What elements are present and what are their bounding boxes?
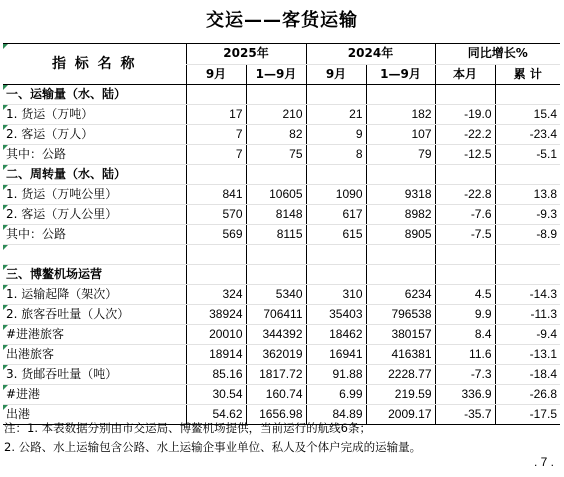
value-cell: 1090 (306, 185, 366, 205)
value-cell: 7 (186, 145, 246, 165)
value-cell: 35403 (306, 305, 366, 325)
table-row (3, 345, 560, 365)
value-cell: 8905 (366, 225, 435, 245)
indicator-label: 3. 货邮吞吐量（吨） (3, 365, 186, 385)
value-cell: 91.88 (306, 365, 366, 385)
value-cell (495, 265, 560, 285)
value-cell: 85.16 (186, 365, 246, 385)
value-cell: 79 (366, 145, 435, 165)
section-row (3, 265, 560, 285)
value-cell: 9 (306, 125, 366, 145)
header-indicator-name: 指 标 名 称 (3, 44, 186, 85)
value-cell: 182 (366, 105, 435, 125)
section-row (3, 165, 560, 185)
value-cell: 13.8 (495, 185, 560, 205)
value-cell (186, 245, 246, 265)
value-cell: 107 (366, 125, 435, 145)
value-cell: 324 (186, 285, 246, 305)
indicator-label: 三、博鳌机场运营 (3, 265, 186, 285)
value-cell: 8115 (246, 225, 306, 245)
value-cell: 5340 (246, 285, 306, 305)
value-cell: -23.4 (495, 125, 560, 145)
value-cell (366, 265, 435, 285)
value-cell (306, 245, 366, 265)
value-cell: 615 (306, 225, 366, 245)
value-cell (495, 85, 560, 105)
page-title: 交运——客货运输 (206, 10, 358, 31)
value-cell: 8.4 (435, 325, 495, 345)
value-cell: 54.62 (186, 405, 246, 425)
value-cell: 16941 (306, 345, 366, 365)
value-cell: -11.3 (495, 305, 560, 325)
value-cell: 8982 (366, 205, 435, 225)
indicator-label: 其中：公路 (3, 145, 186, 165)
value-cell (495, 165, 560, 185)
table-row (3, 285, 560, 305)
value-cell: 18914 (186, 345, 246, 365)
value-cell (306, 265, 366, 285)
value-cell: -22.2 (435, 125, 495, 145)
value-cell: -26.8 (495, 385, 560, 405)
value-cell (306, 85, 366, 105)
indicator-label: 一、运输量（水、陆） (3, 85, 186, 105)
value-cell (246, 85, 306, 105)
value-cell (186, 165, 246, 185)
value-cell: 336.9 (435, 385, 495, 405)
indicator-label: #进港旅客 (3, 325, 186, 345)
value-cell: 7 (186, 125, 246, 145)
table-row (3, 145, 560, 165)
table-row (3, 205, 560, 225)
value-cell: -19.0 (435, 105, 495, 125)
value-cell (495, 245, 560, 265)
transport-table (3, 43, 560, 425)
value-cell (435, 165, 495, 185)
value-cell (246, 265, 306, 285)
indicator-label: 1. 货运（万吨公里） (3, 185, 186, 205)
table-row (3, 125, 560, 145)
value-cell (186, 265, 246, 285)
header-sub-2025-sep: 9月 (186, 64, 246, 85)
value-cell: 30.54 (186, 385, 246, 405)
value-cell: 219.59 (366, 385, 435, 405)
table-row (3, 225, 560, 245)
value-cell: -5.1 (495, 145, 560, 165)
value-cell: 4.5 (435, 285, 495, 305)
footnote-1: 注：1. 本表数据分别由市交运局、博鳌机场提供，当前运行的航线6条； (4, 421, 371, 435)
value-cell: -14.3 (495, 285, 560, 305)
indicator-label: 2. 旅客吞吐量（人次） (3, 305, 186, 325)
value-cell: 2009.17 (366, 405, 435, 425)
value-cell: 2228.77 (366, 365, 435, 385)
indicator-label: 出港 (3, 405, 186, 425)
value-cell: 9.9 (435, 305, 495, 325)
header-year-2024: 2024年 (306, 44, 435, 65)
value-cell: 160.74 (246, 385, 306, 405)
value-cell (435, 265, 495, 285)
value-cell: -7.3 (435, 365, 495, 385)
indicator-label: 二、周转量（水、陆） (3, 165, 186, 185)
value-cell: 344392 (246, 325, 306, 345)
value-cell: 9318 (366, 185, 435, 205)
value-cell: 362019 (246, 345, 306, 365)
header-sub-cumulative: 累 计 (495, 64, 560, 85)
value-cell (435, 85, 495, 105)
value-cell (246, 245, 306, 265)
value-cell: -9.4 (495, 325, 560, 345)
indicator-label: 出港旅客 (3, 345, 186, 365)
value-cell: 8 (306, 145, 366, 165)
value-cell: -9.3 (495, 205, 560, 225)
value-cell: -17.5 (495, 405, 560, 425)
value-cell: 11.6 (435, 345, 495, 365)
indicator-label: 1. 运输起降（架次） (3, 285, 186, 305)
value-cell: 15.4 (495, 105, 560, 125)
value-cell (435, 245, 495, 265)
value-cell: 570 (186, 205, 246, 225)
header-sub-2025-ytd: 1—9月 (246, 64, 306, 85)
value-cell: 82 (246, 125, 306, 145)
indicator-label: 其中：公路 (3, 225, 186, 245)
value-cell (186, 85, 246, 105)
value-cell: 21 (306, 105, 366, 125)
value-cell: -12.5 (435, 145, 495, 165)
value-cell: 6.99 (306, 385, 366, 405)
table-row (3, 325, 560, 345)
value-cell (366, 245, 435, 265)
value-cell (366, 85, 435, 105)
value-cell: 38924 (186, 305, 246, 325)
table-row (3, 185, 560, 205)
value-cell (306, 165, 366, 185)
header-growth: 同比增长% (435, 44, 560, 65)
value-cell: 1656.98 (246, 405, 306, 425)
value-cell (246, 165, 306, 185)
section-row (3, 85, 560, 105)
header-sub-month: 本月 (435, 64, 495, 85)
value-cell: 17 (186, 105, 246, 125)
value-cell: 841 (186, 185, 246, 205)
indicator-label: #进港 (3, 385, 186, 405)
header-year-2025: 2025年 (186, 44, 306, 65)
value-cell: 210 (246, 105, 306, 125)
footnote-2: 2. 公路、水上运输包含公路、水上运输企事业单位、私人及个体户完成的运输量。 (4, 440, 422, 454)
table-row (3, 305, 560, 325)
value-cell: 617 (306, 205, 366, 225)
value-cell: 8148 (246, 205, 306, 225)
value-cell: -22.8 (435, 185, 495, 205)
indicator-label: 1. 货运（万吨） (3, 105, 186, 125)
value-cell: 310 (306, 285, 366, 305)
value-cell: 20010 (186, 325, 246, 345)
header-sub-2024-ytd: 1—9月 (366, 64, 435, 85)
table-row (3, 105, 560, 125)
value-cell: 1817.72 (246, 365, 306, 385)
value-cell: -13.1 (495, 345, 560, 365)
header-sub-2024-sep: 9月 (306, 64, 366, 85)
value-cell: 706411 (246, 305, 306, 325)
value-cell: 6234 (366, 285, 435, 305)
value-cell: 75 (246, 145, 306, 165)
value-cell: 569 (186, 225, 246, 245)
indicator-label: 2. 客运（万人公里） (3, 205, 186, 225)
value-cell (366, 165, 435, 185)
value-cell: -7.5 (435, 225, 495, 245)
value-cell: -18.4 (495, 365, 560, 385)
table-row (3, 245, 560, 265)
value-cell: 796538 (366, 305, 435, 325)
value-cell: -8.9 (495, 225, 560, 245)
value-cell: 10605 (246, 185, 306, 205)
value-cell: -7.6 (435, 205, 495, 225)
value-cell: 18462 (306, 325, 366, 345)
table-row (3, 385, 560, 405)
indicator-label: 2. 客运（万人） (3, 125, 186, 145)
value-cell: -35.7 (435, 405, 495, 425)
page-number: . 7 . (533, 455, 554, 469)
value-cell: 84.89 (306, 405, 366, 425)
indicator-label (3, 245, 186, 265)
value-cell: 416381 (366, 345, 435, 365)
value-cell: 380157 (366, 325, 435, 345)
table-row (3, 365, 560, 385)
